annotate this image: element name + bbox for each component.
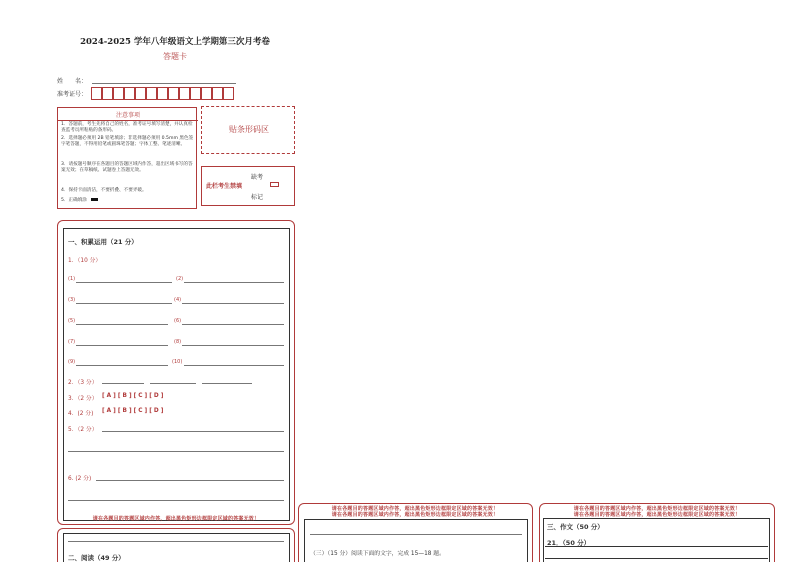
exam-title: 2024-2025 学年八年级语文上学期第三次月考卷 bbox=[80, 37, 270, 47]
notes-divider bbox=[58, 120, 198, 121]
note-item: 2．选择题必须用 2B 铅笔填涂；非选择题必须用 0.5mm 黑色签字笔答题，不得用铅笔或圆珠笔答题；字体工整、笔迹清晰。 bbox=[61, 136, 194, 147]
blank-label: (7) bbox=[68, 339, 76, 345]
middle-line[interactable] bbox=[310, 534, 522, 535]
part2-sub-text: （三）（15 分）阅读下面的文字，完成 15—18 题。 bbox=[310, 551, 445, 557]
q6-label: 6. (2 分) bbox=[68, 476, 92, 482]
note-item-text: 5．正确填涂 bbox=[61, 198, 87, 203]
id-box[interactable] bbox=[179, 87, 190, 100]
id-box[interactable] bbox=[157, 87, 168, 100]
blank-line[interactable] bbox=[76, 282, 172, 283]
blank-line[interactable] bbox=[76, 324, 168, 325]
part1-warning: 请在各题目的答题区域内作答，超出黑色矩形边框限定区域的答案无效！ bbox=[92, 516, 260, 522]
blank-label: (3) bbox=[68, 297, 76, 303]
id-box[interactable] bbox=[212, 87, 223, 100]
blank-line[interactable] bbox=[76, 345, 168, 346]
q4-options[interactable]: [ A ] [ B ] [ C ] [ D ] bbox=[102, 408, 164, 414]
note-item bbox=[61, 198, 195, 204]
blank-line[interactable] bbox=[76, 303, 172, 304]
q5-line[interactable] bbox=[102, 431, 284, 432]
blank-line[interactable] bbox=[184, 365, 284, 366]
blank-line[interactable] bbox=[76, 365, 168, 366]
absent-mark-box[interactable] bbox=[270, 182, 279, 187]
blank-label: (10) bbox=[172, 359, 183, 365]
note-item: 4．保持卡面清洁，不要折叠、不要弄破。 bbox=[61, 188, 147, 193]
q5-line[interactable] bbox=[68, 451, 284, 452]
name-field[interactable] bbox=[92, 83, 236, 84]
blank-label: (4) bbox=[174, 297, 182, 303]
q3-label: 3．（2 分） bbox=[68, 396, 98, 402]
note-item: 3．请按题号顺序在各题目的答题区域内作答，超出区域书写的答案无效；在草稿纸、试题卷上答题无效。 bbox=[61, 162, 193, 173]
middle-warning-top: 请在各题目的答题区域内作答，超出黑色矩形边框限定区域的答案无效！ bbox=[331, 506, 499, 512]
part1-title: 一、积累运用（21 分） bbox=[68, 238, 138, 246]
part2-line[interactable] bbox=[68, 541, 284, 542]
blank-line[interactable] bbox=[182, 303, 284, 304]
q2-label: 2．（3 分） bbox=[68, 380, 98, 386]
absent-label: 缺考 bbox=[251, 174, 264, 181]
blank-line[interactable] bbox=[182, 324, 284, 325]
q21-label: 21．（50 分） bbox=[547, 539, 591, 547]
absent-note: 此栏考生禁填 bbox=[206, 183, 243, 190]
q2-blank[interactable] bbox=[150, 383, 196, 384]
q5-label: 5．（2 分） bbox=[68, 427, 98, 433]
right-warning-top: 请在各题目的答题区域内作答，超出黑色矩形边框限定区域的答案无效！ bbox=[573, 506, 741, 512]
right-warning-top-2: 请在各题目的答题区域内作答，超出黑色矩形边框限定区域的答案无效！ bbox=[573, 512, 741, 518]
id-box[interactable] bbox=[91, 87, 102, 100]
barcode-area bbox=[201, 106, 295, 154]
notes-box bbox=[57, 107, 197, 209]
q1-label: 1．（10 分） bbox=[68, 258, 102, 264]
part3-title: 三、作文（50 分） bbox=[547, 523, 604, 531]
notes-title: 注意事项 bbox=[115, 112, 140, 119]
part2-title: 二、阅读（49 分） bbox=[68, 554, 125, 562]
id-box[interactable] bbox=[102, 87, 113, 100]
blank-label: (5) bbox=[68, 318, 76, 324]
middle-warning-top-2: 请在各题目的答题区域内作答，超出黑色矩形边框限定区域的答案无效！ bbox=[331, 512, 499, 518]
q3-options[interactable]: [ A ] [ B ] [ C ] [ D ] bbox=[102, 393, 164, 399]
id-box[interactable] bbox=[201, 87, 212, 100]
absent-box bbox=[201, 166, 295, 206]
id-box[interactable] bbox=[223, 87, 234, 100]
blank-line[interactable] bbox=[184, 282, 284, 283]
filled-sample-mark bbox=[91, 198, 98, 201]
blank-label: (2) bbox=[176, 276, 184, 282]
barcode-label: 贴条形码区 bbox=[229, 125, 269, 134]
q6-line[interactable] bbox=[96, 480, 284, 481]
q2-blank[interactable] bbox=[202, 383, 252, 384]
q2-blank[interactable] bbox=[102, 383, 144, 384]
part1-answer-area[interactable] bbox=[63, 228, 290, 521]
answer-sheet-subtitle: 答题卡 bbox=[163, 52, 187, 61]
id-box[interactable] bbox=[190, 87, 201, 100]
blank-label: (8) bbox=[174, 339, 182, 345]
id-box[interactable] bbox=[113, 87, 124, 100]
note-item: 1．答题前，考生先将自己的姓名，准考证号填写清楚，并认真检查监考员所粘贴的条形码。 bbox=[61, 122, 193, 133]
blank-label: (1) bbox=[68, 276, 76, 282]
q4-label: 4．(2 分) bbox=[68, 411, 94, 417]
id-label: 准考证号： bbox=[57, 91, 88, 98]
blank-line[interactable] bbox=[182, 345, 284, 346]
part2-sub-title bbox=[310, 548, 445, 557]
blank-label: (6) bbox=[174, 318, 182, 324]
essay-grid-line bbox=[545, 546, 768, 547]
id-box[interactable] bbox=[146, 87, 157, 100]
id-box[interactable] bbox=[168, 87, 179, 100]
id-box[interactable] bbox=[124, 87, 135, 100]
mark-label: 标记 bbox=[251, 194, 264, 201]
name-label: 姓 名： bbox=[57, 78, 88, 85]
essay-grid-line bbox=[545, 558, 768, 559]
id-box[interactable] bbox=[135, 87, 146, 100]
q6-line[interactable] bbox=[68, 500, 284, 501]
blank-label: (9) bbox=[68, 359, 76, 365]
